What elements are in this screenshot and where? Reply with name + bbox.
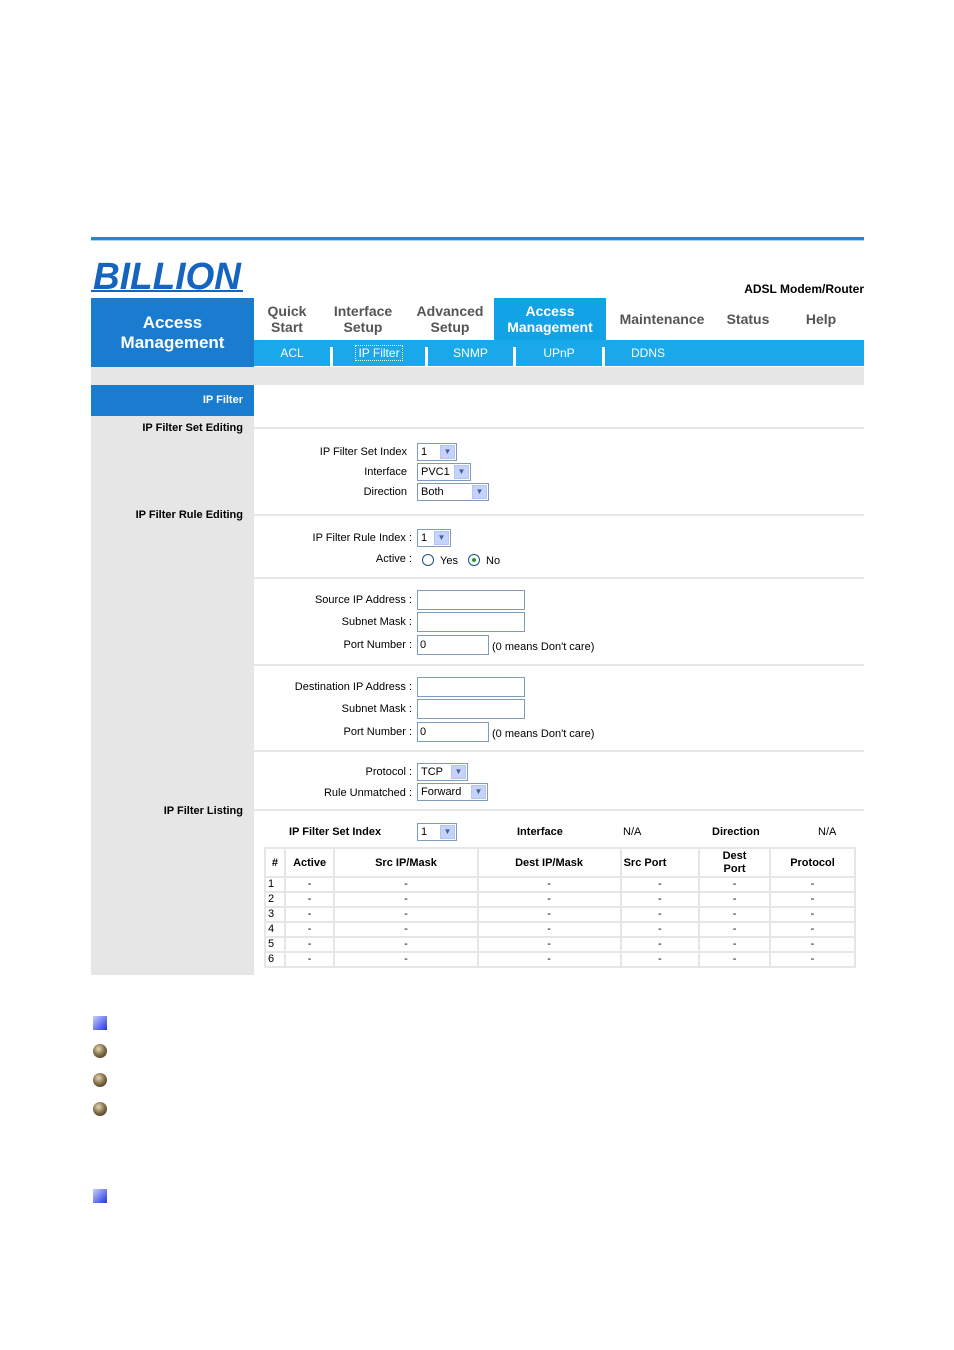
tab-maintenance[interactable]: Maintenance — [619, 311, 705, 327]
chevron-down-icon: ▼ — [454, 465, 469, 479]
dest-port-label: Port Number : — [343, 726, 412, 738]
label-set-editing: IP Filter Set Editing — [142, 422, 243, 434]
model-name: ADSL Modem/Router — [744, 282, 864, 296]
interface-label: Interface — [364, 466, 407, 478]
divider — [254, 664, 864, 666]
router-admin-screenshot — [91, 237, 864, 975]
active-yes-radio[interactable] — [422, 554, 434, 566]
main-nav — [254, 298, 864, 340]
ip-filter-table — [264, 847, 856, 968]
chevron-down-icon: ▼ — [434, 531, 449, 545]
divider — [254, 427, 864, 429]
ball-bullet-icon — [93, 1102, 107, 1116]
protocol-label: Protocol : — [365, 766, 412, 778]
direction-label: Direction — [363, 486, 407, 498]
divider — [254, 514, 864, 516]
active-yes-label: Yes — [440, 555, 458, 567]
table-header-row — [266, 849, 854, 876]
col-src-port: Src Port — [622, 849, 698, 876]
chevron-down-icon: ▼ — [440, 825, 455, 839]
dest-mask-input[interactable] — [417, 699, 525, 719]
direction-select[interactable]: Both ▼ — [417, 483, 489, 501]
ball-bullet-icon — [93, 1073, 107, 1087]
dest-ip-input[interactable] — [417, 677, 525, 697]
tab-advanced-setup[interactable]: Advanced Setup — [416, 303, 484, 335]
subtab-acl[interactable]: ACL — [280, 346, 304, 360]
table-row: 6 - - - - - - — [266, 953, 854, 966]
chevron-down-icon: ▼ — [440, 445, 455, 459]
table-row: 1 - - - - - - — [266, 878, 854, 891]
subtab-ip-filter[interactable]: IP Filter — [333, 340, 425, 366]
svg-text:BILLION: BILLION — [93, 257, 243, 293]
col-src-ip: Src IP/Mask — [335, 849, 476, 876]
sidebar-header: IP Filter — [91, 385, 254, 416]
col-number: # — [266, 849, 284, 876]
dest-port-input[interactable]: 0 — [417, 722, 489, 742]
interface-select[interactable]: PVC1 ▼ — [417, 463, 471, 481]
subtab-snmp[interactable]: SNMP — [453, 346, 488, 360]
tab-help[interactable]: Help — [805, 311, 837, 327]
protocol-select[interactable]: TCP ▼ — [417, 763, 468, 781]
listing-set-index-label: IP Filter Set Index — [289, 826, 382, 838]
active-label: Active : — [375, 553, 412, 565]
sub-nav — [254, 340, 864, 366]
table-row: 3 - - - - - - — [266, 908, 854, 921]
source-port-note: (0 means Don't care) — [492, 641, 595, 653]
source-mask-label: Subnet Mask : — [341, 616, 412, 628]
source-port-input[interactable]: 0 — [417, 635, 489, 655]
source-ip-label: Source IP Address : — [314, 594, 412, 606]
source-ip-input[interactable] — [417, 590, 525, 610]
unmatched-select[interactable]: Forward ▼ — [417, 783, 488, 801]
listing-direction-value: N/A — [818, 826, 837, 838]
billion-logo — [91, 257, 243, 293]
label-listing: IP Filter Listing — [163, 805, 243, 817]
divider — [254, 750, 864, 752]
divider — [254, 809, 864, 811]
top-rule-light — [91, 240, 864, 241]
col-active: Active — [286, 849, 334, 876]
active-no-label: No — [486, 555, 501, 567]
table-row: 4 - - - - - - — [266, 923, 854, 936]
subtab-upnp[interactable]: UPnP — [543, 346, 575, 360]
square-bullet-icon — [93, 1016, 107, 1030]
dest-ip-label: Destination IP Address : — [294, 681, 412, 693]
set-index-label: IP Filter Set Index — [319, 446, 407, 458]
tab-interface-setup[interactable]: Interface Setup — [333, 303, 393, 335]
col-dest-ip: Dest IP/Mask — [479, 849, 620, 876]
tab-quick-start[interactable]: Quick Start — [267, 303, 307, 335]
tab-access-management[interactable]: Access Management — [494, 298, 606, 340]
sidebar — [91, 385, 254, 975]
ball-bullet-icon — [93, 1044, 107, 1058]
listing-set-index-select[interactable]: 1 ▼ — [417, 823, 457, 841]
chevron-down-icon: ▼ — [472, 485, 487, 499]
dest-mask-label: Subnet Mask : — [341, 703, 412, 715]
chevron-down-icon: ▼ — [471, 785, 486, 799]
active-no-radio[interactable] — [468, 554, 480, 566]
set-index-select[interactable]: 1 ▼ — [417, 443, 457, 461]
dest-port-note: (0 means Don't care) — [492, 728, 595, 740]
listing-interface-label: Interface — [517, 826, 563, 838]
label-rule-editing: IP Filter Rule Editing — [135, 509, 243, 521]
divider — [254, 577, 864, 579]
source-mask-input[interactable] — [417, 612, 525, 632]
table-row: 5 - - - - - - — [266, 938, 854, 951]
col-protocol: Protocol — [771, 849, 854, 876]
col-dest-port: Dest Port — [700, 849, 769, 876]
source-port-label: Port Number : — [343, 639, 412, 651]
square-bullet-icon — [93, 1189, 107, 1203]
listing-interface-value: N/A — [623, 826, 642, 838]
table-row: 2 - - - - - - — [266, 893, 854, 906]
listing-direction-label: Direction — [712, 826, 760, 838]
chevron-down-icon: ▼ — [451, 765, 466, 779]
tab-status[interactable]: Status — [726, 311, 770, 327]
unmatched-label: Rule Unmatched : — [323, 787, 412, 799]
subtab-ddns[interactable]: DDNS — [630, 346, 665, 360]
spacer-bar — [91, 367, 864, 385]
rule-index-label: IP Filter Rule Index : — [312, 532, 412, 544]
section-title: Access Management — [91, 298, 254, 377]
rule-index-select[interactable]: 1 ▼ — [417, 529, 451, 547]
